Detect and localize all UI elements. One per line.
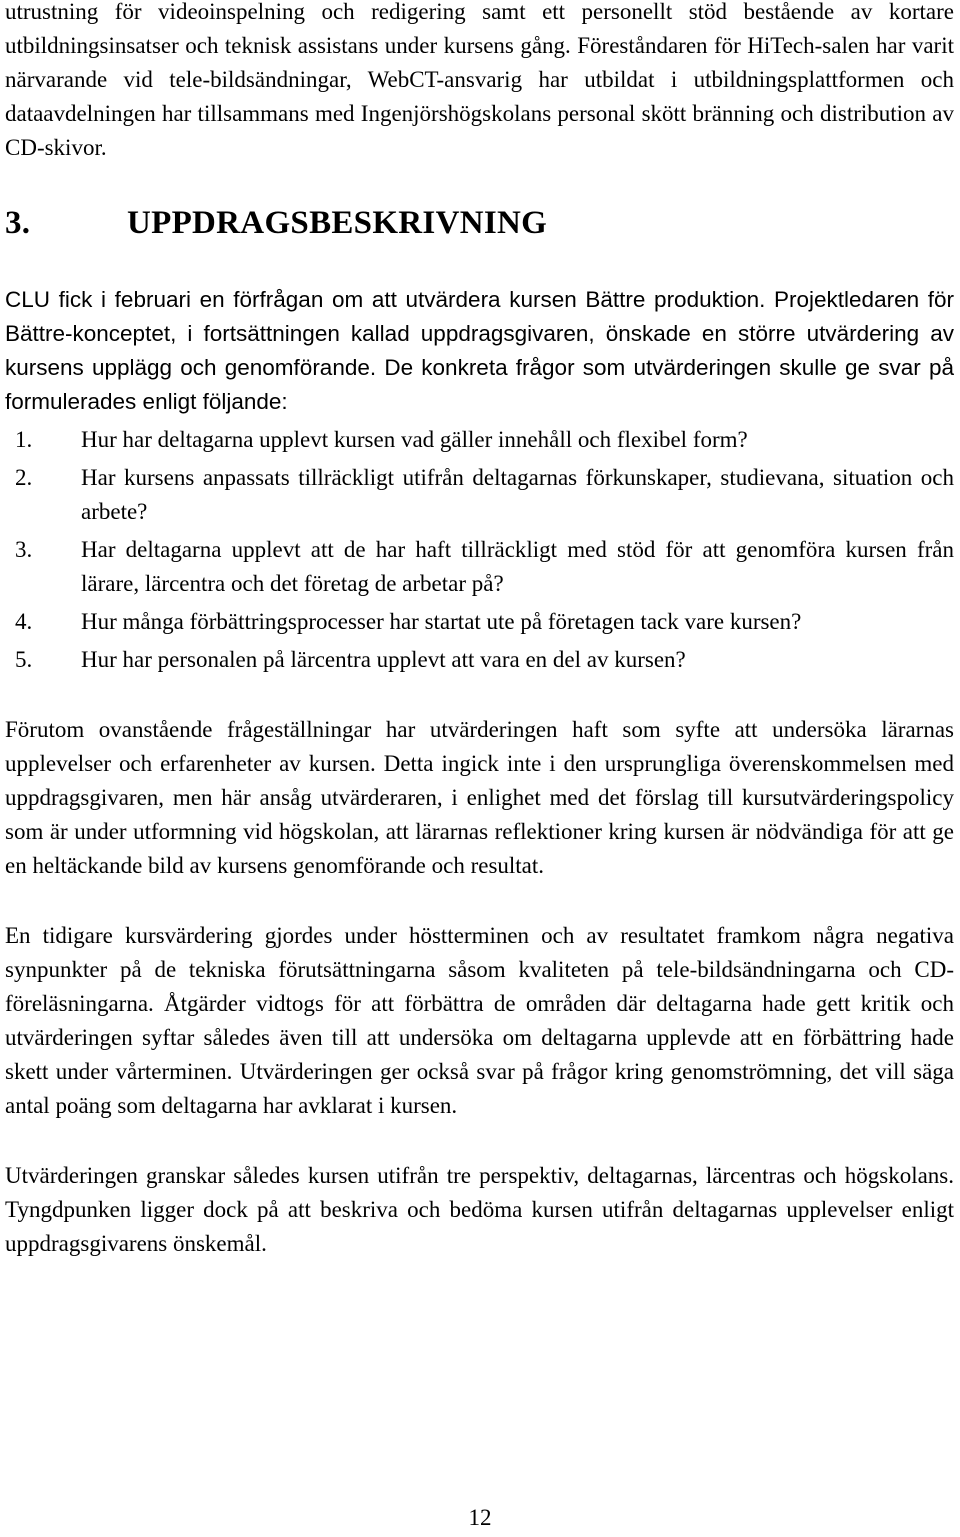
question-text: Hur har personalen på lärcentra upplevt att vara en del av kursen? [81, 647, 686, 672]
question-number: 1. [15, 427, 33, 452]
question-text: Har kursens anpassats tillräckligt utifrån deltagarnas förkunskaper, studievana, situation och arbete? [81, 465, 954, 524]
intro-paragraph: utrustning för videoinspelning och redigering samt ett personellt stöd bestående av kortare utbildningsinsatser och teknisk assistans under kursens gång. Föreståndaren för HiTech-salen har varit närvarande vid tele-bildsändningar, WebCT-ansvarig har utbildat i utbildningsplattformen och dataavdelningen har tillsammans med Ingenjörshögskolans personal skött bränning och distribution av CD-skivor. [5, 0, 954, 160]
question-text: Hur många förbättringsprocesser har startat ute på företagen tack vare kursen? [81, 609, 802, 634]
list-item [5, 423, 954, 457]
assignment-paragraph: CLU fick i februari en förfrågan om att utvärdera kursen Bättre produktion. Projektledaren för Bättre-konceptet, i fortsättningen kallad uppdragsgivaren, önskade en större utvärdering av kursens upplägg och genomförande. De konkreta frågor som utvärderingen skulle ge svar på formulerades enligt följande: [5, 287, 954, 414]
question-number: 4. [15, 609, 33, 634]
list-item [5, 643, 954, 677]
question-text: Har deltagarna upplevt att de har haft tillräckligt med stöd för att genomföra kursen från lärare, lärcentra och det företag de arbetar på? [81, 537, 954, 596]
section-title: UPPDRAGSBESKRIVNING [127, 205, 548, 241]
body-paragraph: En tidigare kursvärdering gjordes under höstterminen och av resultatet framkom några negativa synpunkter på de tekniska förutsättningarna såsom kvaliteten på tele-bildsändningarna och CD-föreläsningarna. Åtgärder vidtogs för att förbättra de områden där deltagarna hade gett kritik och utvärderingen syftar således även till att undersöka om deltagarna upplevde att en förbättring hade skett under vårterminen. Utvärderingen ger också svar på frågor kring genomströmning, det vill säga antal poäng som deltagarna har avklarat i kursen. [5, 923, 954, 1118]
list-item [5, 605, 954, 639]
body-paragraph: Förutom ovanstående frågeställningar har utvärderingen haft som syfte att undersöka lärarnas upplevelser och erfarenheter av kursen. Detta ingick inte i den ursprungliga överenskommelsen med uppdragsgivaren, men här ansåg utvärderaren, i enlighet med det förslag till kursutvärderingspolicy som är under utformning vid högskolan, att lärarnas reflektioner kring kursen är nödvändiga för att ge en heltäckande bild av kursens genomförande och resultat. [5, 717, 954, 878]
question-list [5, 423, 954, 677]
question-number: 2. [15, 465, 33, 490]
list-item [5, 461, 954, 529]
section-heading [5, 201, 954, 245]
question-number: 5. [15, 647, 33, 672]
list-item [5, 533, 954, 601]
page-number: 12 [468, 1505, 492, 1530]
question-text: Hur har deltagarna upplevt kursen vad gäller innehåll och flexibel form? [81, 427, 748, 452]
question-number: 3. [15, 537, 33, 562]
section-number: 3. [5, 205, 31, 241]
body-paragraph: Utvärderingen granskar således kursen utifrån tre perspektiv, deltagarnas, lärcentras och högskolans. Tyngdpunken ligger dock på att beskriva och bedöma kursen utifrån deltagarnas upplevelser enligt uppdragsgivarens önskemål. [5, 1163, 954, 1256]
